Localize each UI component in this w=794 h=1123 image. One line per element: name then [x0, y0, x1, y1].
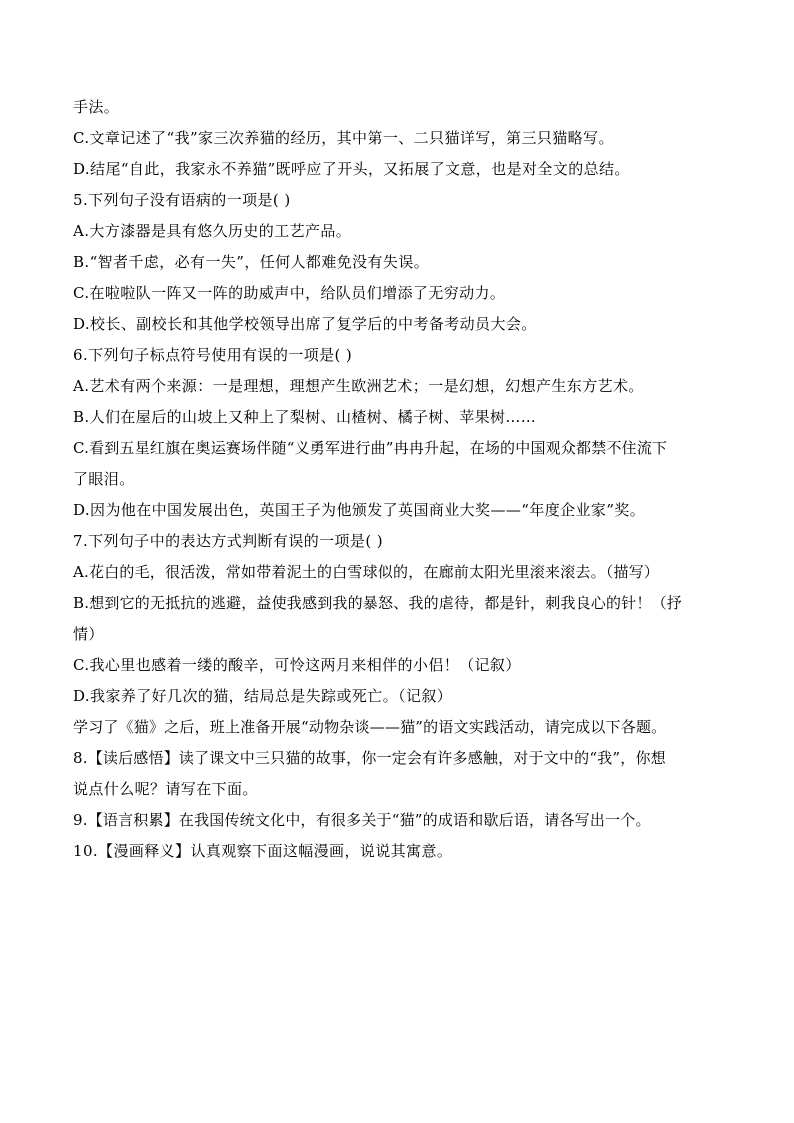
question-5: 5.下列句子没有语病的一项是( )	[73, 191, 291, 209]
option-d-q5: D.校长、副校长和其他学校领导出席了复学后的中考备考动员大会。	[73, 315, 537, 333]
option-d-q7: D.我家养了好几次的猫，结局总是失踪或死亡。（记叙）	[73, 687, 453, 705]
option-c-q7: C.我心里也感着一缕的酸辛，可怜这两月来相伴的小侣！（记叙）	[73, 656, 521, 674]
question-9: 9.【语言积累】在我国传统文化中，有很多关于“猫”的成语和歇后语，请各写出一个。	[73, 811, 651, 829]
question-8-cont: 说点什么呢？请写在下面。	[73, 780, 258, 798]
option-b-q5: B.“智者千虑，必有一失”，任何人都难免没有失误。	[73, 253, 430, 271]
option-b-q6: B.人们在屋后的山坡上又种上了梨树、山楂树、橘子树、苹果树……	[73, 408, 537, 426]
option-b-q7-cont: 情）	[73, 625, 104, 643]
option-c-q4: C.文章记述了“我”家三次养猫的经历，其中第一、二只猫详写，第三只猫略写。	[73, 129, 614, 147]
text-line: 手法。	[73, 98, 120, 116]
option-a-q6: A.艺术有两个来源：一是理想，理想产生欧洲艺术；一是幻想，幻想产生东方艺术。	[73, 377, 644, 395]
option-d-q6: D.因为他在中国发展出色，英国王子为他颁发了英国商业大奖——“年度企业家”奖。	[73, 501, 646, 519]
question-8: 8.【读后感悟】读了课文中三只猫的故事，你一定会有许多感触，对于文中的“我”，你想	[73, 749, 666, 767]
option-c-q5: C.在啦啦队一阵又一阵的助威声中，给队员们增添了无穷动力。	[73, 284, 506, 302]
activity-intro: 学习了《猫》之后，班上准备开展“动物杂谈——猫”的语文实践活动，请完成以下各题。	[73, 718, 667, 736]
question-7: 7.下列句子中的表达方式判断有误的一项是( )	[73, 532, 383, 550]
document-page	[73, 92, 721, 867]
question-6: 6.下列句子标点符号使用有误的一项是( )	[73, 346, 353, 364]
option-b-q7: B.想到它的无抵抗的逃避，益使我感到我的暴怒、我的虐待，都是针，刺我良心的针！（抒	[73, 594, 682, 612]
question-10: 10.【漫画释义】认真观察下面这幅漫画，说说其寓意。	[73, 842, 453, 860]
option-a-q5: A.大方漆器是具有悠久历史的工艺产品。	[73, 222, 352, 240]
option-c-q6: C.看到五星红旗在奥运赛场伴随“义勇军进行曲”冉冉升起，在场的中国观众都禁不住流下	[73, 439, 668, 457]
option-d-q4: D.结尾“自此，我家永不养猫”既呼应了开头，又拓展了文意，也是对全文的总结。	[73, 160, 630, 178]
option-c-q6-cont: 了眼泪。	[73, 470, 135, 488]
option-a-q7: A.花白的毛，很活泼，常如带着泥土的白雪球似的，在廊前太阳光里滚来滚去。（描写）	[73, 563, 660, 581]
